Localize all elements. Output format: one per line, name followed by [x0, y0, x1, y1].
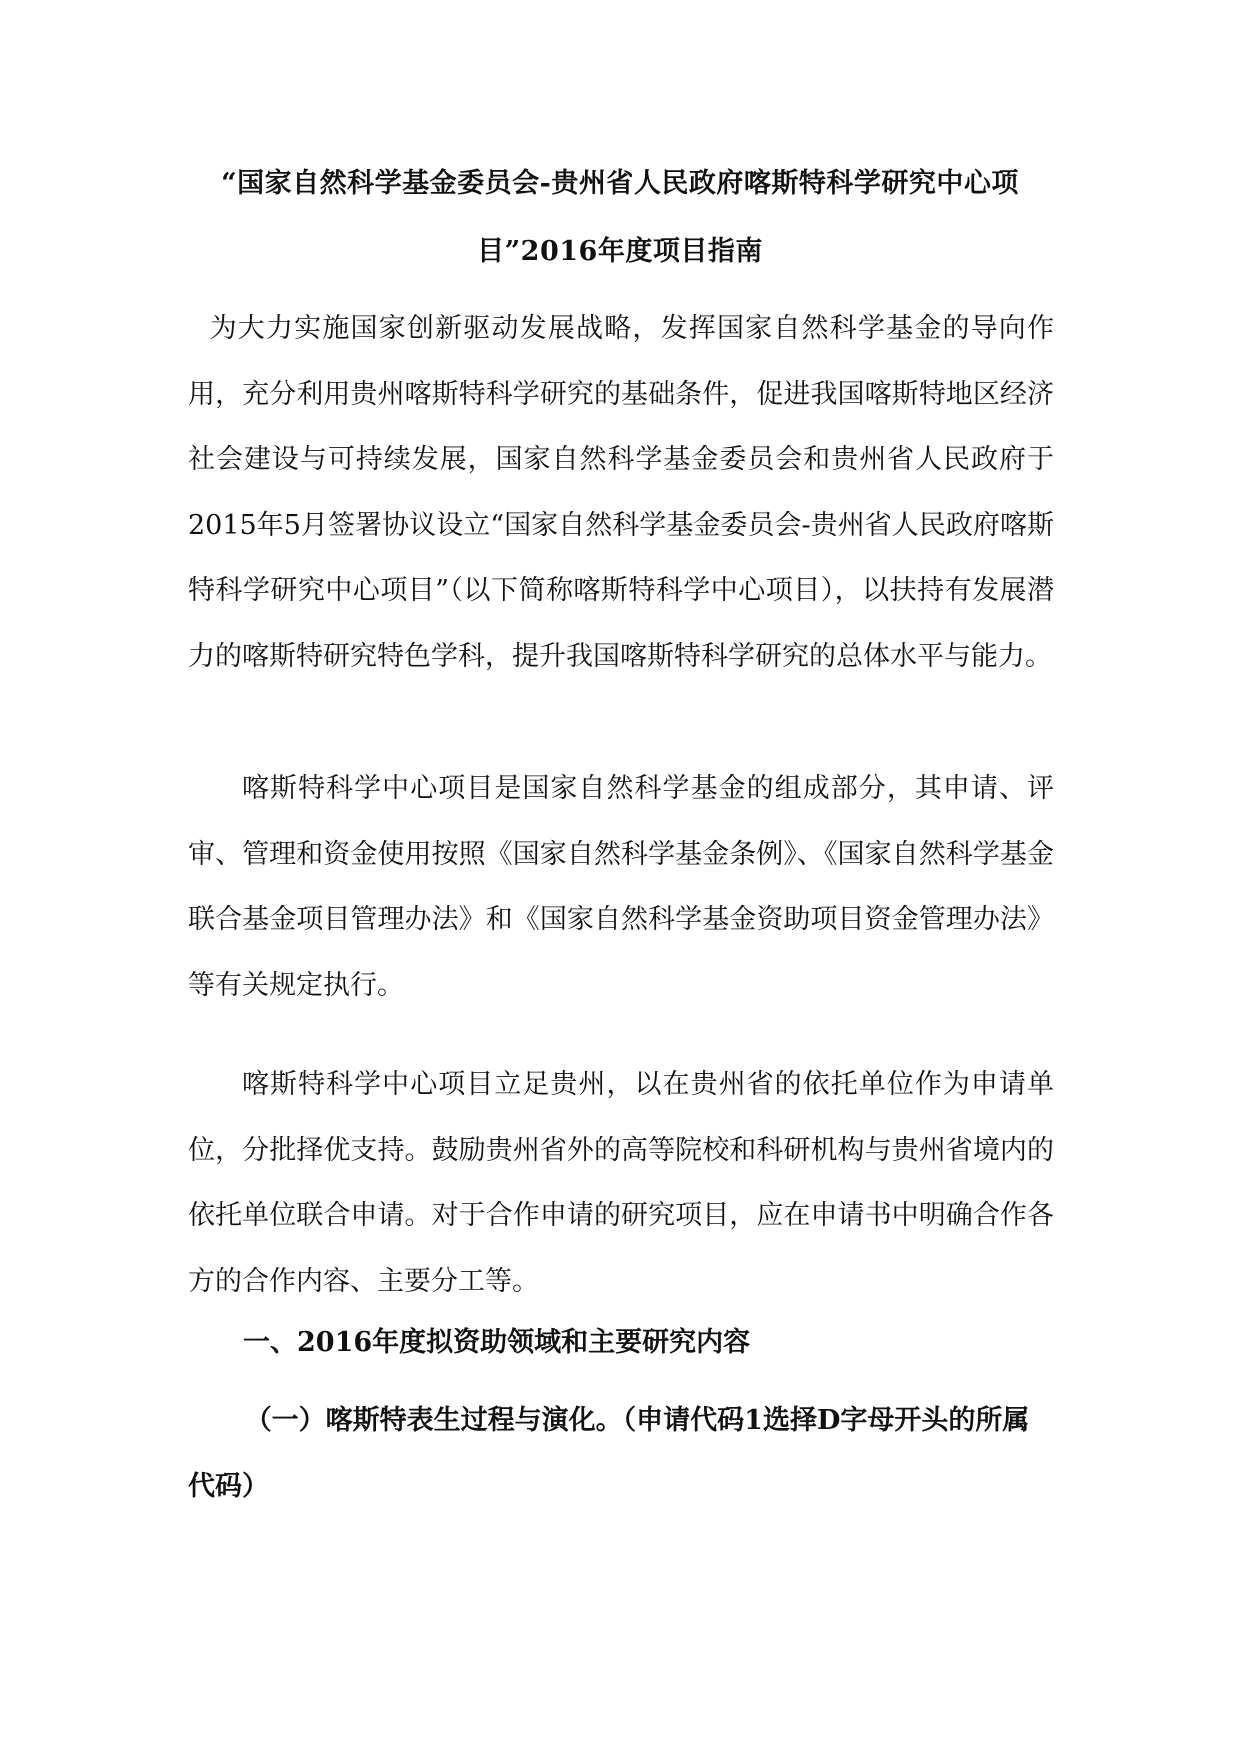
document-title: [180, 150, 1060, 286]
subsection-heading-karst-processes: （一）喀斯特表生过程与演化。（申请代码1选择D字母开头的所属代码）: [188, 1405, 1030, 1502]
title-line-1: “国家自然科学基金委员会-贵州省人民政府喀斯特科学研究中心项: [221, 168, 1019, 199]
paragraph-applicants: 喀斯特科学中心项目立足贵州，以在贵州省的依托单位作为申请单位，分批择优支持。鼓励贵州省外的高等院校和科研机构与贵州省境内的依托单位联合申请。对于合作申请的研究项目，应在申请书中明确合作各方的合作内容、主要分工等。: [188, 1069, 1054, 1297]
section-heading-funding-areas: 一、2016年度拟资助领域和主要研究内容: [243, 1327, 751, 1358]
paragraph-intro: 为大力实施国家创新驱动发展战略，发挥国家自然科学基金的导向作用，充分利用贵州喀斯特科学研究的基础条件，促进我国喀斯特地区经济社会建设与可持续发展，国家自然科学基金委员会和贵州省人民政府于2015年5月签署协议设立“国家自然科学基金委员会-贵州省人民政府喀斯特科学研究中心项目”（以下简称喀斯特科学中心项目），以扶持有发展潜力的喀斯特研究特色学科，提升我国喀斯特科学研究的总体水平与能力。: [188, 313, 1054, 672]
title-line-2: 目”2016年度项目指南: [477, 236, 763, 267]
paragraph-regulations: 喀斯特科学中心项目是国家自然科学基金的组成部分，其申请、评审、管理和资金使用按照《国家自然科学基金条例》、《国家自然科学基金联合基金项目管理办法》和《国家自然科学基金资助项目资金管理办法》等有关规定执行。: [188, 773, 1054, 1001]
